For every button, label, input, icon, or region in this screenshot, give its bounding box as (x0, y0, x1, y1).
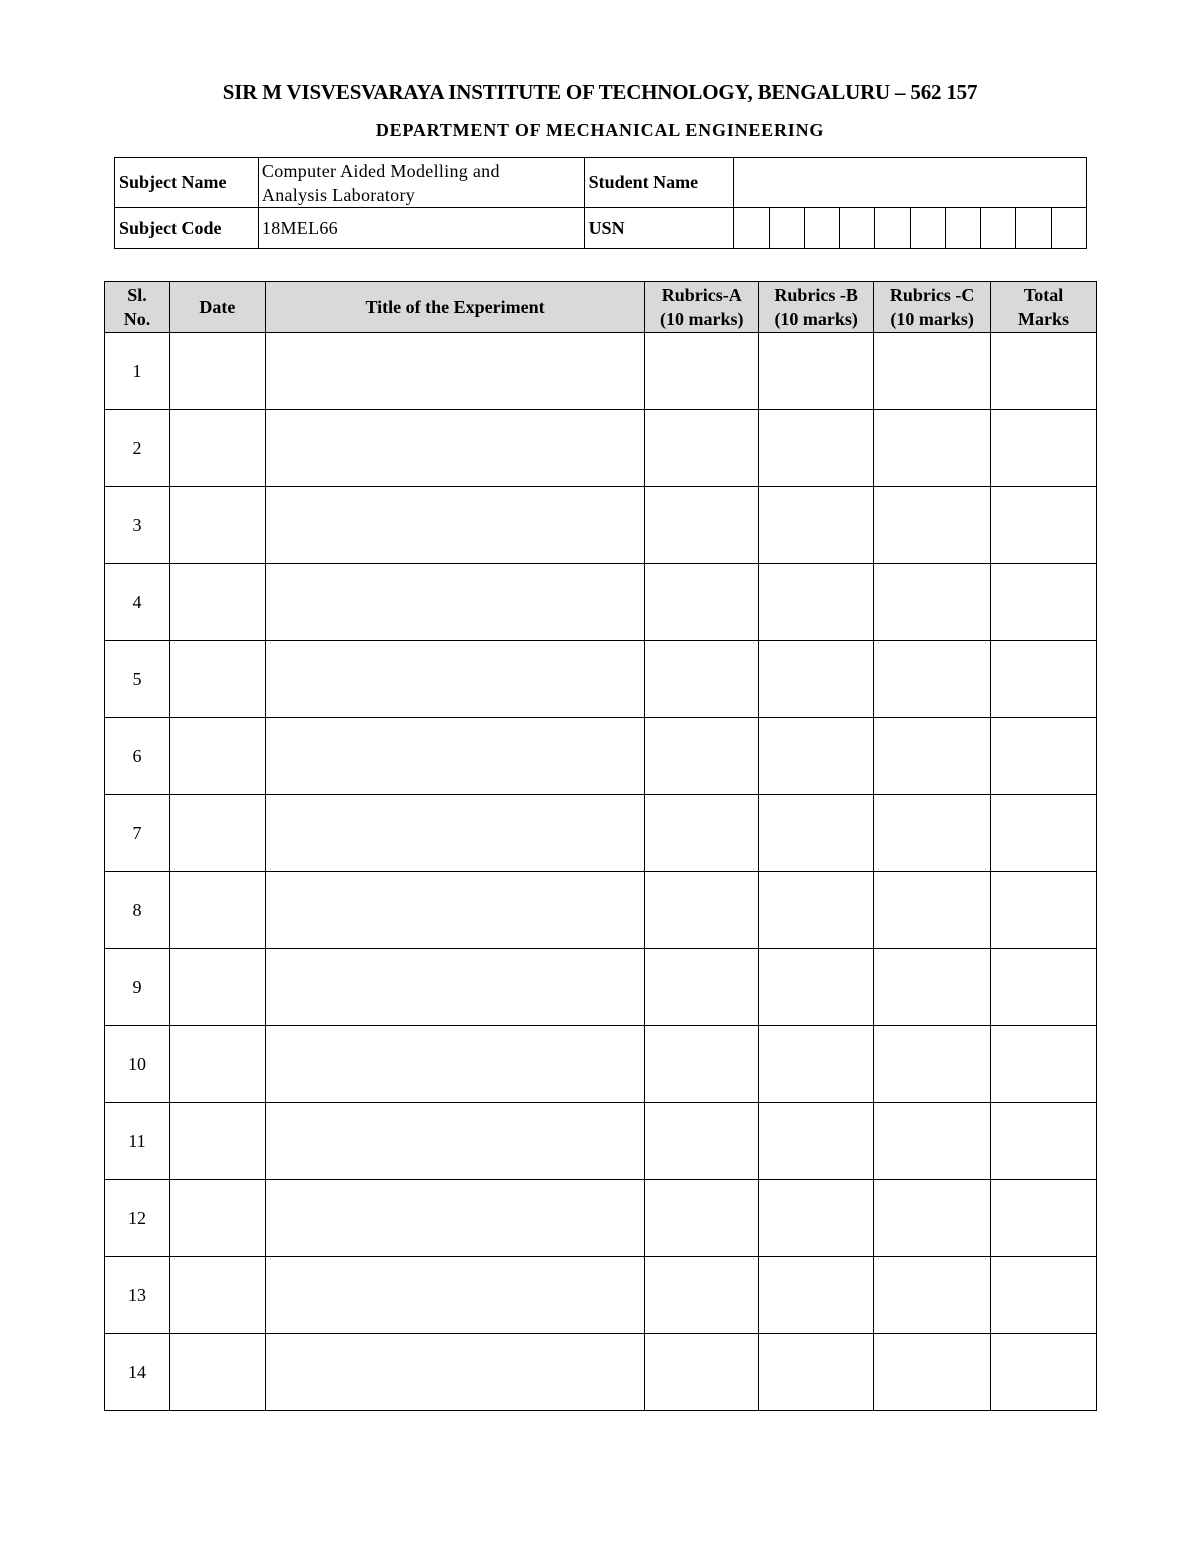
experiment-table (104, 281, 1097, 1411)
total-marks-cell[interactable] (991, 564, 1097, 641)
sl-no-cell: 14 (105, 1334, 170, 1411)
col-title: Title of the Experiment (265, 282, 645, 333)
usn-digit-box[interactable] (805, 208, 840, 248)
rubrics-c-cell[interactable] (874, 1180, 991, 1257)
total-marks-cell[interactable] (991, 1257, 1097, 1334)
date-cell[interactable] (169, 1026, 265, 1103)
rubrics-a-cell[interactable] (645, 564, 759, 641)
rubrics-a-cell[interactable] (645, 718, 759, 795)
title-cell[interactable] (265, 410, 645, 487)
table-row (105, 333, 1097, 410)
rubrics-b-cell[interactable] (759, 487, 874, 564)
total-marks-cell[interactable] (991, 487, 1097, 564)
rubrics-b-cell[interactable] (759, 795, 874, 872)
date-cell[interactable] (169, 333, 265, 410)
total-marks-cell[interactable] (991, 872, 1097, 949)
rubrics-c-cell[interactable] (874, 949, 991, 1026)
sl-no-cell: 6 (105, 718, 170, 795)
rubrics-b-cell[interactable] (759, 872, 874, 949)
title-cell[interactable] (265, 1103, 645, 1180)
sl-no-cell: 11 (105, 1103, 170, 1180)
date-cell[interactable] (169, 564, 265, 641)
usn-digit-box[interactable] (1052, 208, 1086, 248)
table-row (105, 949, 1097, 1026)
sl-no-cell: 9 (105, 949, 170, 1026)
rubrics-c-cell[interactable] (874, 1334, 991, 1411)
col-total-marks: Total Marks (991, 282, 1097, 333)
sl-no-cell: 13 (105, 1257, 170, 1334)
rubrics-b-cell[interactable] (759, 1180, 874, 1257)
table-row (105, 410, 1097, 487)
rubrics-a-cell[interactable] (645, 641, 759, 718)
subject-name-value (258, 158, 584, 208)
title-cell[interactable] (265, 718, 645, 795)
rubrics-a-cell[interactable] (645, 1103, 759, 1180)
sl-no-cell: 4 (105, 564, 170, 641)
total-marks-cell[interactable] (991, 1334, 1097, 1411)
total-marks-cell[interactable] (991, 333, 1097, 410)
rubrics-a-cell[interactable] (645, 949, 759, 1026)
table-row (105, 1257, 1097, 1334)
rubrics-a-cell[interactable] (645, 1180, 759, 1257)
title-cell[interactable] (265, 1334, 645, 1411)
rubrics-a-cell[interactable] (645, 1334, 759, 1411)
title-cell[interactable] (265, 1026, 645, 1103)
date-cell[interactable] (169, 410, 265, 487)
date-cell[interactable] (169, 718, 265, 795)
table-row (105, 641, 1097, 718)
date-cell[interactable] (169, 1180, 265, 1257)
rubrics-c-cell[interactable] (874, 487, 991, 564)
rubrics-b-cell[interactable] (759, 641, 874, 718)
date-cell[interactable] (169, 1103, 265, 1180)
subject-name-line2: Analysis Laboratory (261, 184, 416, 205)
col-rubrics-a: Rubrics-A (10 marks) (645, 282, 759, 333)
usn-digit-box[interactable] (840, 208, 875, 248)
title-cell[interactable] (265, 1180, 645, 1257)
date-cell[interactable] (169, 795, 265, 872)
col-date: Date (169, 282, 265, 333)
rubrics-c-cell[interactable] (874, 333, 991, 410)
table-row (105, 487, 1097, 564)
title-cell[interactable] (265, 872, 645, 949)
title-cell[interactable] (265, 795, 645, 872)
rubrics-c-cell[interactable] (874, 872, 991, 949)
usn-field (734, 208, 1087, 249)
table-row (105, 872, 1097, 949)
rubrics-c-cell[interactable] (874, 410, 991, 487)
total-marks-cell[interactable] (991, 1103, 1097, 1180)
rubrics-a-cell[interactable] (645, 1026, 759, 1103)
institute-title: SIR M VISVESVARAYA INSTITUTE OF TECHNOLOGY, BENGALURU – 562 157 (222, 80, 978, 104)
table-row (105, 1026, 1097, 1103)
rubrics-b-cell[interactable] (759, 564, 874, 641)
rubrics-c-cell[interactable] (874, 1026, 991, 1103)
rubrics-c-cell[interactable] (874, 718, 991, 795)
sl-no-cell: 7 (105, 795, 170, 872)
title-cell[interactable] (265, 564, 645, 641)
title-cell[interactable] (265, 949, 645, 1026)
date-cell[interactable] (169, 872, 265, 949)
total-marks-cell[interactable] (991, 795, 1097, 872)
total-marks-cell[interactable] (991, 1180, 1097, 1257)
rubrics-c-cell[interactable] (874, 1257, 991, 1334)
col-rubrics-c: Rubrics -C (10 marks) (874, 282, 991, 333)
sl-no-cell: 1 (105, 333, 170, 410)
sl-no-cell: 5 (105, 641, 170, 718)
subject-name-line1: Computer Aided Modelling and (261, 160, 500, 181)
subject-info-table (114, 157, 1087, 249)
rubrics-c-cell[interactable] (874, 641, 991, 718)
rubrics-b-cell[interactable] (759, 718, 874, 795)
subject-code-value: 18MEL66 (258, 208, 584, 249)
sl-no-cell: 12 (105, 1180, 170, 1257)
total-marks-cell[interactable] (991, 949, 1097, 1026)
department-title: DEPARTMENT OF MECHANICAL ENGINEERING (375, 120, 825, 140)
usn-digit-box[interactable] (946, 208, 981, 248)
rubrics-b-cell[interactable] (759, 1257, 874, 1334)
rubrics-a-cell[interactable] (645, 872, 759, 949)
total-marks-cell[interactable] (991, 718, 1097, 795)
usn-digit-box[interactable] (770, 208, 805, 248)
sl-no-cell: 2 (105, 410, 170, 487)
student-name-label: Student Name (584, 158, 734, 208)
rubrics-c-cell[interactable] (874, 795, 991, 872)
date-cell[interactable] (169, 487, 265, 564)
subject-name-label: Subject Name (115, 158, 259, 208)
table-row (105, 1334, 1097, 1411)
rubrics-a-cell[interactable] (645, 795, 759, 872)
rubrics-b-cell[interactable] (759, 1026, 874, 1103)
total-marks-cell[interactable] (991, 410, 1097, 487)
student-name-field[interactable] (734, 158, 1087, 208)
rubrics-a-cell[interactable] (645, 1257, 759, 1334)
usn-boxes (734, 208, 1086, 248)
total-marks-cell[interactable] (991, 641, 1097, 718)
usn-label: USN (584, 208, 734, 249)
table-row (105, 795, 1097, 872)
sl-no-cell: 8 (105, 872, 170, 949)
date-cell[interactable] (169, 641, 265, 718)
title-cell[interactable] (265, 1257, 645, 1334)
usn-digit-box[interactable] (734, 208, 769, 248)
date-cell[interactable] (169, 1334, 265, 1411)
usn-digit-box[interactable] (981, 208, 1016, 248)
rubrics-b-cell[interactable] (759, 949, 874, 1026)
rubrics-a-cell[interactable] (645, 333, 759, 410)
usn-digit-box[interactable] (875, 208, 910, 248)
rubrics-c-cell[interactable] (874, 564, 991, 641)
table-row (105, 564, 1097, 641)
table-row (105, 1103, 1097, 1180)
col-rubrics-b: Rubrics -B (10 marks) (759, 282, 874, 333)
rubrics-b-cell[interactable] (759, 410, 874, 487)
table-row (105, 718, 1097, 795)
title-cell[interactable] (265, 487, 645, 564)
rubrics-c-cell[interactable] (874, 1103, 991, 1180)
total-marks-cell[interactable] (991, 1026, 1097, 1103)
rubrics-b-cell[interactable] (759, 333, 874, 410)
sl-no-cell: 3 (105, 487, 170, 564)
title-cell[interactable] (265, 641, 645, 718)
usn-digit-box[interactable] (911, 208, 946, 248)
rubrics-b-cell[interactable] (759, 1103, 874, 1180)
table-header-row (105, 282, 1097, 333)
rubrics-a-cell[interactable] (645, 410, 759, 487)
sl-no-cell: 10 (105, 1026, 170, 1103)
title-cell[interactable] (265, 333, 645, 410)
date-cell[interactable] (169, 949, 265, 1026)
rubrics-a-cell[interactable] (645, 487, 759, 564)
usn-digit-box[interactable] (1016, 208, 1051, 248)
table-row (105, 1180, 1097, 1257)
table-body (105, 333, 1097, 1411)
subject-code-label: Subject Code (115, 208, 259, 249)
col-sl-no: Sl. No. (105, 282, 170, 333)
date-cell[interactable] (169, 1257, 265, 1334)
rubrics-b-cell[interactable] (759, 1334, 874, 1411)
